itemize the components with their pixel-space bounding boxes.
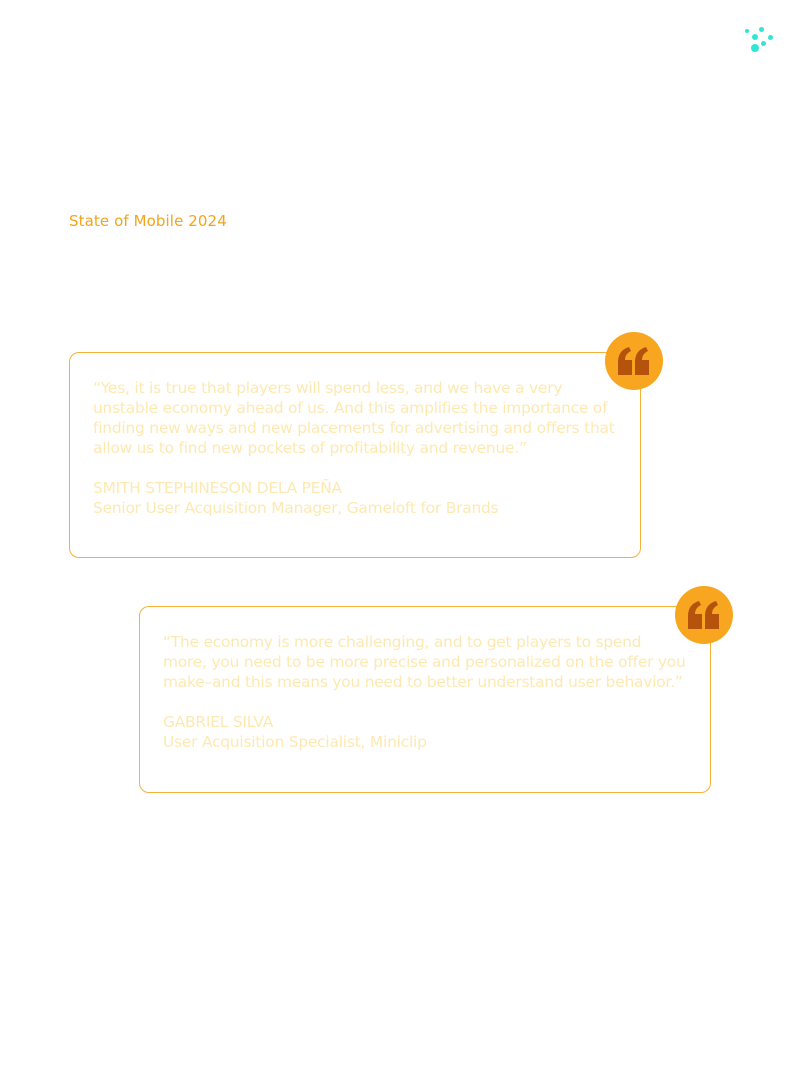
quote-mark-icon (675, 586, 733, 644)
quote-author-role: Senior User Acquisition Manager, Gameloft for Brands (93, 499, 499, 517)
quote-author-role: User Acquisition Specialist, Miniclip (163, 733, 427, 751)
quote-card (139, 606, 711, 793)
quote-mark-icon (605, 332, 663, 390)
dots-logo-icon (742, 26, 774, 54)
quote-text: “The economy is more challenging, and to get players to spend more, you need to be more precise and personalized on the offer you make–and this means you need to better understand user behavior.” (163, 633, 686, 691)
quote-author-name: SMITH STEPHINESON DELA PEÑA (93, 479, 342, 497)
quote-text: “Yes, it is true that players will spend less, and we have a very unstable economy ahead of us. And this amplifies the importance of finding new ways and new placements for advertising and offers that allow us to find new pockets of profitability and revenue.” (93, 379, 615, 457)
quote-author-name: GABRIEL SILVA (163, 713, 274, 731)
page-title: State of Mobile 2024 (69, 212, 227, 230)
quote-card (69, 352, 641, 558)
